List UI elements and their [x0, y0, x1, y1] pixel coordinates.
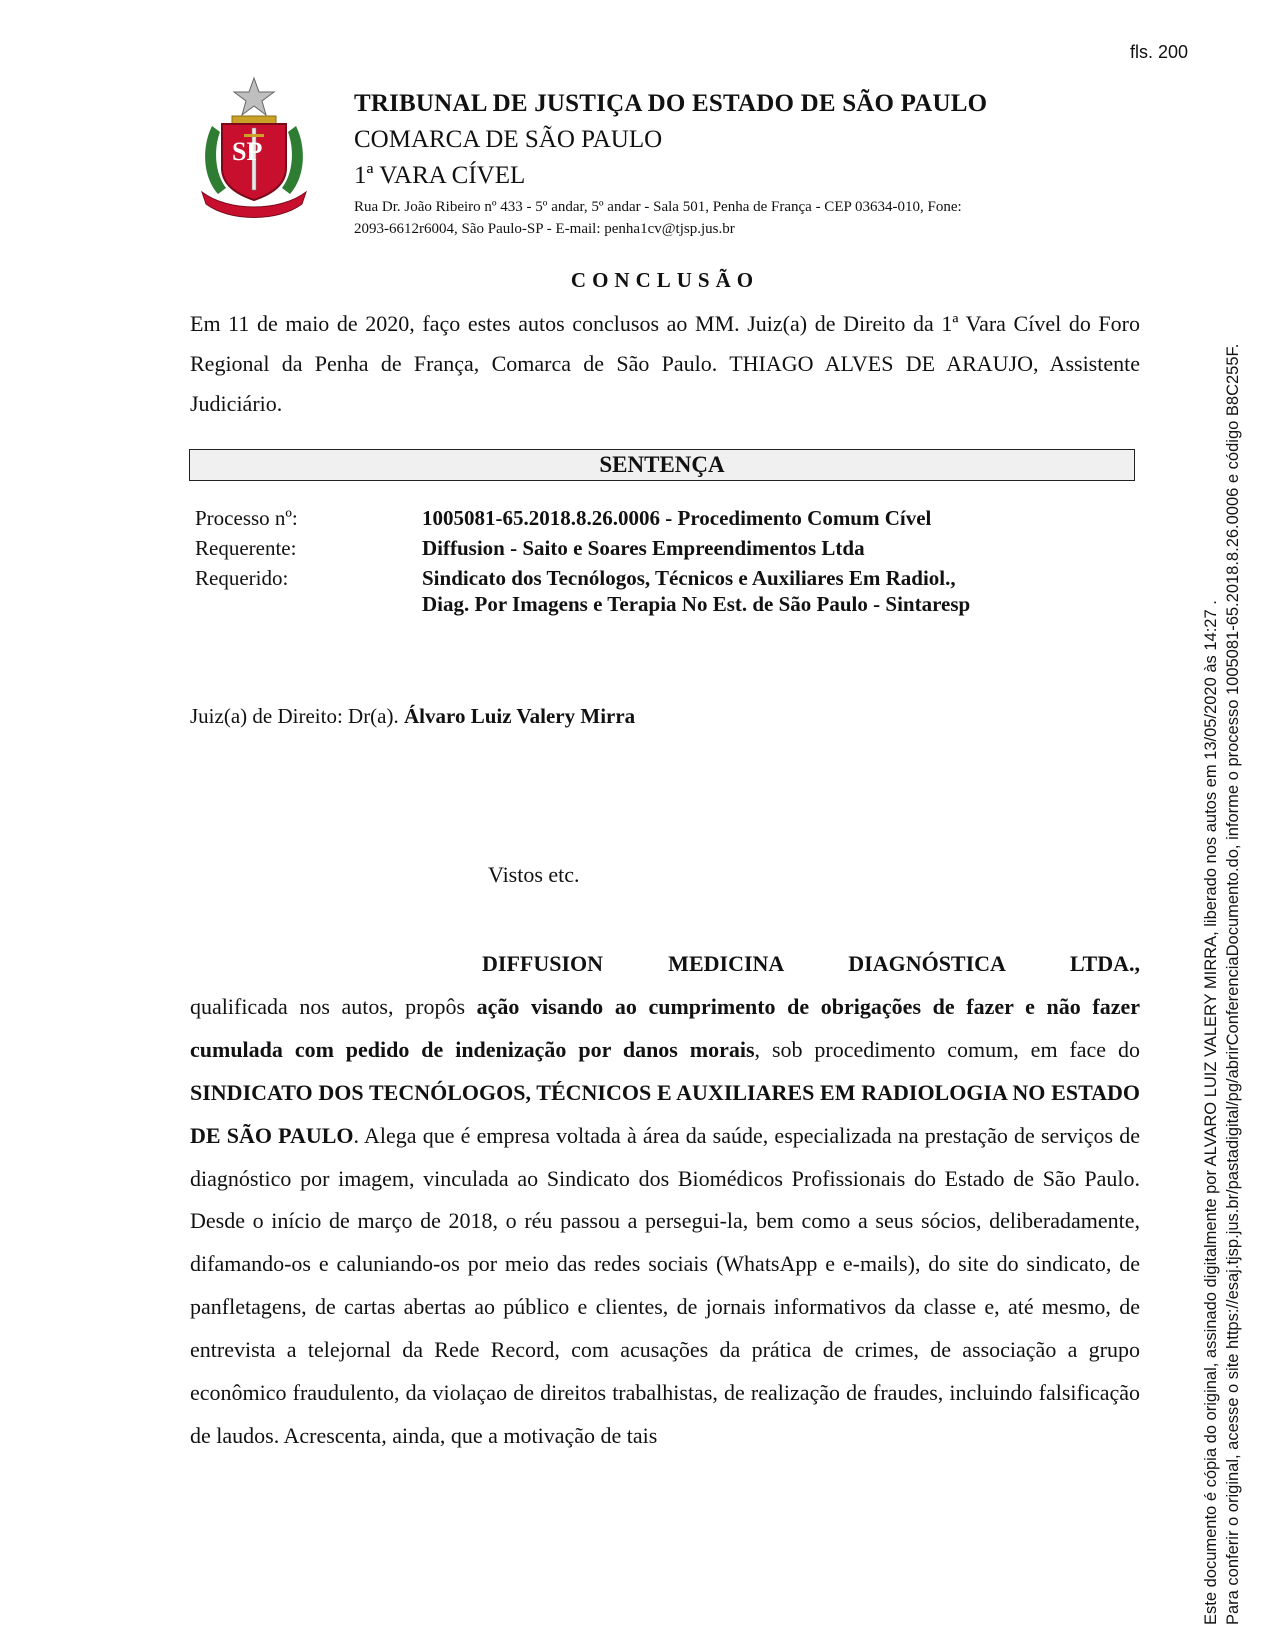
- vara-name: 1ª VARA CÍVEL: [354, 162, 526, 189]
- comarca-name: COMARCA DE SÃO PAULO: [354, 126, 663, 153]
- plaintiff-name: DIFFUSION MEDICINA DIAGNÓSTICA LTDA.,: [482, 951, 1140, 976]
- judge-label: Juiz(a) de Direito: Dr(a).: [190, 704, 404, 728]
- requerido-value-line-2: Diag. Por Imagens e Terapia No Est. de São Paulo - Sintaresp: [422, 592, 971, 616]
- defendant-name: SINDICATO DOS TECNÓLOGOS, TÉCNICOS E AUXILIARES EM RADIOLOGIA NO ESTADO DE SÃO PAULO: [190, 1079, 1140, 1148]
- action-description: ação visando ao cumprimento de obrigações de fazer e não fazer cumulada com pedido de indenização por danos morais: [190, 993, 1141, 1062]
- body-segment-6: . Alega que é empresa voltada à área da saúde, especializada na prestação de serviços de diagnóstico por imagem, vinculada ao Sindicato dos Biomédicos Profissionais do Estado de São Paulo. Desde o início de março de 2018, o réu passou a persegui-la, bem como a seus sócios, deliberadamente, difamando-os e caluniando-os por meio das redes sociais (WhatsApp e e-mails), do site do sindicato, de panfletagens, de cartas abertas ao público e clientes, de jornais informativos da classe e, até mesmo, de entrevista a telejornal da Rede Record, com acusações da prática de crimes, de associação a grupo econômico fraudulento, da violaçao de direitos trabalhistas, de realização de fraudes, incluindo falsificação de laudos. Acrescenta, ainda, que a motivação de tais: [190, 1122, 1141, 1448]
- page-number: fls. 200: [1130, 42, 1189, 62]
- body-segment-4: , sob procedimento comum, em face do: [754, 1036, 1140, 1062]
- sao-paulo-coat-of-arms-icon: [198, 76, 310, 222]
- requerido-label: Requerido:: [195, 566, 289, 590]
- vistos-text: Vistos etc.: [488, 862, 580, 887]
- requerido-value-line-1: Sindicato dos Tecnólogos, Técnicos e Auxiliares Em Radiol.,: [422, 566, 956, 590]
- svg-text:SP: SP: [232, 137, 263, 166]
- requerente-value: Diffusion - Saito e Soares Empreendimentos Ltda: [422, 536, 865, 560]
- conclusao-text: Em 11 de maio de 2020, faço estes autos conclusos ao MM. Juiz(a) de Direito da 1ª Vara Cível do Foro Regional da Penha de França, Comarca de São Paulo. THIAGO ALVES DE ARAUJO, Assistente Judiciário.: [190, 311, 1140, 416]
- court-name: TRIBUNAL DE JUSTIÇA DO ESTADO DE SÃO PAULO: [354, 90, 988, 117]
- requerente-label: Requerente:: [195, 536, 297, 560]
- signature-note-line-2: Para conferir o original, acesse o site https://esaj.tjsp.jus.br/pastadigital/pg/abrirConferenciaDocumento.do, informe o processo 1005081-65.2018.8.26.0006 e código B8C255F.: [1224, 343, 1242, 1625]
- body-segment-2: qualificada nos autos, propôs: [190, 993, 477, 1019]
- signature-note-line-1: Este documento é cópia do original, assinado digitalmente por ALVARO LUIZ VALERY MIRRA, liberado nos autos em 13/05/2020 às 14:27 .: [1202, 600, 1220, 1625]
- processo-value: 1005081-65.2018.8.26.0006 - Procedimento Comum Cível: [422, 506, 932, 530]
- sentenca-title: SENTENÇA: [189, 449, 1135, 481]
- judge-line: [190, 704, 635, 729]
- processo-label: Processo nº:: [195, 506, 298, 530]
- digital-signature-note: [1200, 175, 1244, 1625]
- conclusao-title: CONCLUSÃO: [570, 268, 760, 292]
- address-line-2: 2093-6612r6004, São Paulo-SP - E-mail: penha1cv@tjsp.jus.br: [354, 221, 735, 237]
- sentence-body: [190, 943, 1140, 1458]
- address-line-1: Rua Dr. João Ribeiro nº 433 - 5º andar, 5º andar - Sala 501, Penha de França - CEP 03634-010, Fone:: [354, 199, 962, 215]
- court-address: [354, 196, 1074, 240]
- judge-name: Álvaro Luiz Valery Mirra: [404, 704, 636, 728]
